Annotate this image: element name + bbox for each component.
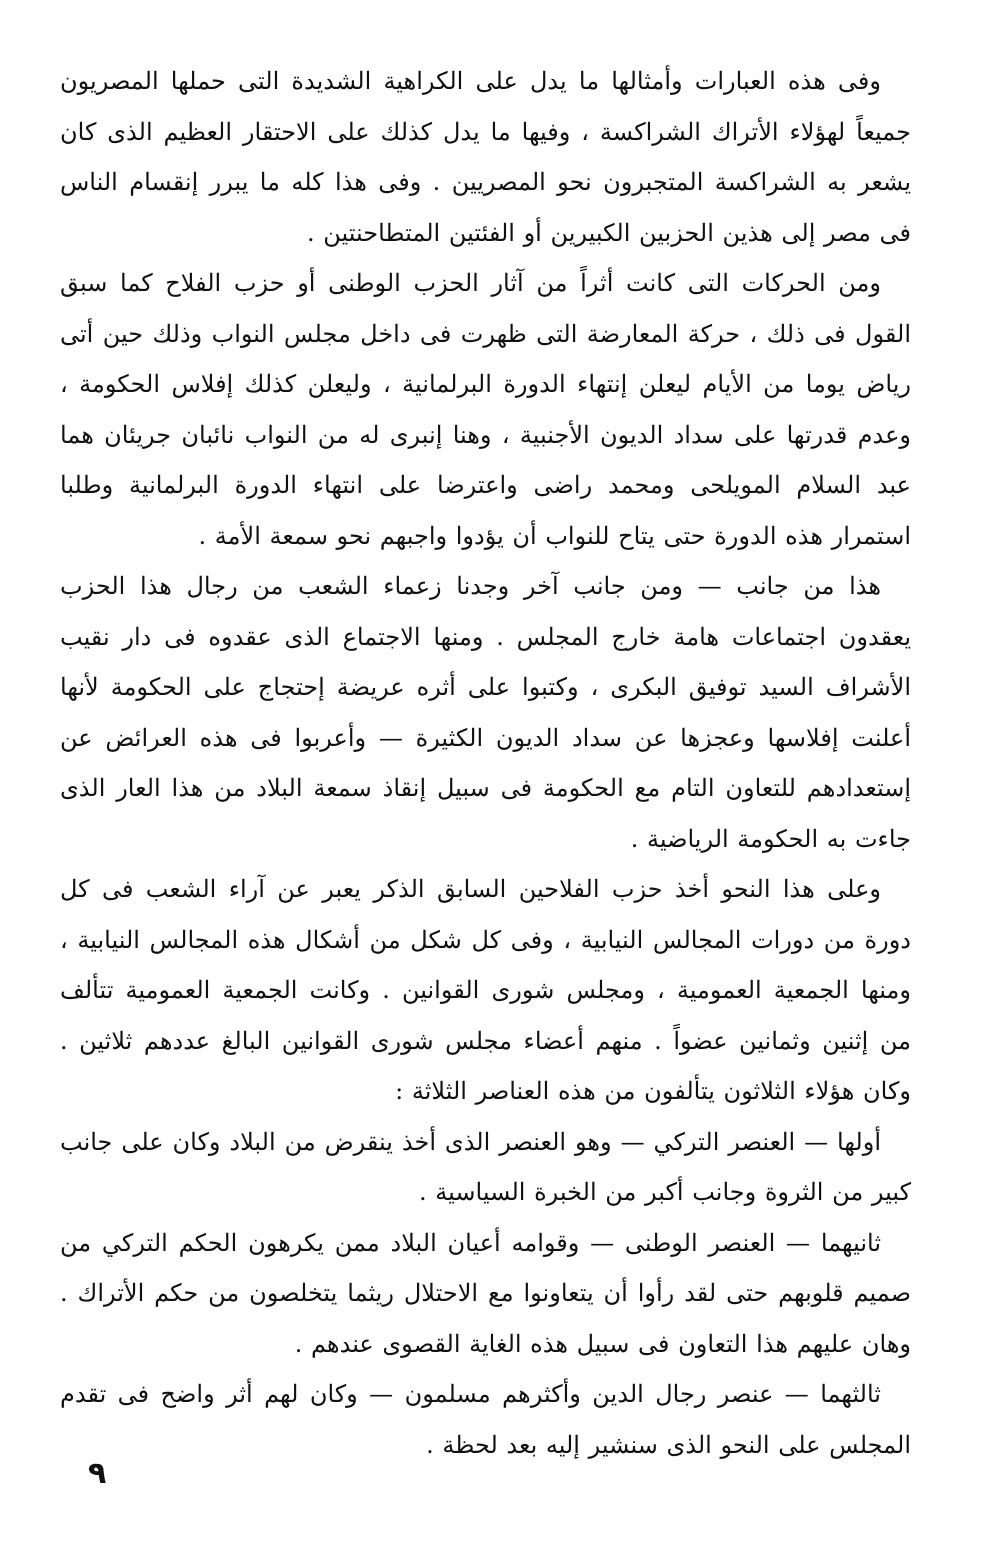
- paragraph-1: وفى هذه العبارات وأمثالها ما يدل على الكراهية الشديدة التى حملها المصريون جميعاً لهؤلاء الأتراك الشراكسة ، وفيها ما يدل كذلك على الاحتقار العظيم الذى كان يشعر به الشراكسة المتجبرون نحو المصريين . وفى هذا كله ما يبرر إنقسام الناس فى مصر إلى هذين الحزبين الكبيرين أو الفئتين المتطاحنتين .: [60, 67, 911, 247]
- paragraph-4: وعلى هذا النحو أخذ حزب الفلاحين السابق الذكر يعبر عن آراء الشعب فى كل دورة من دورات المجالس النيابية ، وفى كل شكل من أشكال هذه المجالس النيابية ، ومنها الجمعية العمومية ، ومجلس شورى القوانين . وكانت الجمعية العمومية تتألف من إثنين وثمانين عضواً . منهم أعضاء مجلس شورى القوانين البالغ عددهم ثلاثين . وكان هؤلاء الثلاثون يتألفون من هذه العناصر الثلاثة :: [60, 875, 911, 1105]
- list-item-second-element: ثانيهما — العنصر الوطنى — وقوامه أعيان البلاد ممن يكرهون الحكم التركي من صميم قلوبهم حتى لقد رأوا أن يتعاونوا مع الاحتلال ريثما يتخلصون من حكم الأتراك . وهان عليهم هذا التعاون فى سبيل هذه الغاية القصوى عندهم .: [60, 1228, 911, 1358]
- page-number: ٩: [88, 1456, 107, 1491]
- page-body: [60, 56, 911, 1488]
- paragraph-3: هذا من جانب — ومن جانب آخر وجدنا زعماء الشعب من رجال هذا الحزب يعقدون اجتماعات هامة خارج المجلس . ومنها الاجتماع الذى عقدوه فى دار نقيب الأشراف السيد توفيق البكرى ، وكتبوا على أثره عريضة إحتجاج على الحكومة لأنها أعلنت إفلاسها وعجزها عن سداد الديون الكثيرة — وأعربوا فى هذه العرائض عن إستعدادهم للتعاون التام مع الحكومة فى سبيل إنقاذ سمعة البلاد من هذا العار الذى جاءت به الحكومة الرياضية .: [60, 572, 911, 853]
- list-item-third-element: ثالثهما — عنصر رجال الدين وأكثرهم مسلمون — وكان لهم أثر واضح فى تقدم المجلس على النحو الذى سنشير إليه بعد لحظة .: [60, 1380, 911, 1459]
- list-item-first-element: أولها — العنصر التركي — وهو العنصر الذى أخذ ينقرض من البلاد وكان على جانب كبير من الثروة وجانب أكبر من الخبرة السياسية .: [60, 1127, 911, 1206]
- paragraph-2: ومن الحركات التى كانت أثراً من آثار الحزب الوطنى أو حزب الفلاح كما سبق القول فى ذلك ، حركة المعارضة التى ظهرت فى داخل مجلس النواب وذلك حين أتى رياض يوما من الأيام ليعلن إنتهاء الدورة البرلمانية ، وليعلن كذلك إفلاس الحكومة ، وعدم قدرتها على سداد الديون الأجنبية ، وهنا إنبرى له من النواب نائبان جريئان هما عبد السلام المويلحى ومحمد راضى واعترضا على انتهاء الدورة البرلمانية وطلبا استمرار هذه الدورة حتى يتاح للنواب أن يؤدوا واجبهم نحو سمعة الأمة .: [60, 269, 911, 550]
